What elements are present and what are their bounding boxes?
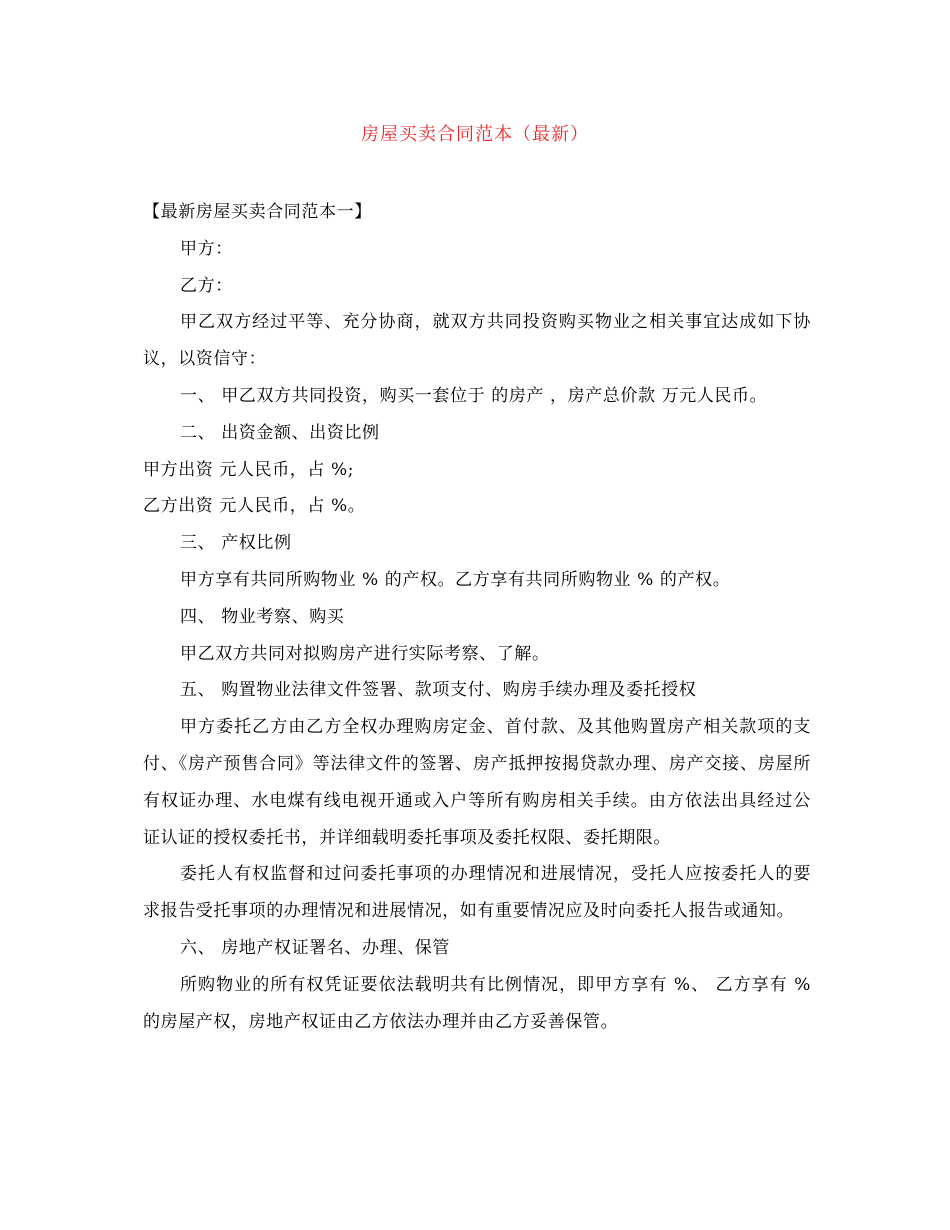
clause-6-text: 所购物业的所有权凭证要依法载明共有比例情况，即甲方享有 %、 乙方享有 % 的房屋产权，房地产权证由乙方依法办理并由乙方妥善保管。 [143, 974, 811, 1032]
section-heading: 【最新房屋买卖合同范本一】 [143, 202, 372, 222]
clause-5-paragraph-1: 甲方委托乙方由乙方全权办理购房定金、首付款、及其他购置房产相关款项的支付、《房产预售合同》等法律文件的签署、房产抵押按揭贷款办理、房产交接、房屋所有权证办理、水电煤有线电视开通或入户等所有购房相关手续。由方依法出具经过公证认证的授权委托书，并详细载明委托事项及委托权限、委托期限。 [143, 717, 811, 848]
intro-paragraph: 甲乙双方经过平等、充分协商，就双方共同投资购买物业之相关事宜达成如下协议，以资信守： [143, 312, 811, 370]
document-title: 房屋买卖合同范本（最新） [361, 124, 589, 145]
clause-5-paragraph-2: 委托人有权监督和过问委托事项的办理情况和进展情况，受托人应按委托人的要求报告受托事项的办理情况和进展情况，如有重要情况应及时向委托人报告或通知。 [143, 864, 811, 922]
clause-4-heading: 四、 物业考察、购买 [180, 606, 345, 627]
clause-3-heading: 三、 产权比例 [180, 533, 292, 554]
clause-5-heading: 五、 购置物业法律文件签署、款项支付、购房手续办理及委托授权 [180, 680, 697, 701]
clause-1: 一、 甲乙双方共同投资，购买一套位于 的房产 ，房产总价款 万元人民币。 [180, 385, 768, 406]
clause-6-heading: 六、 房地产权证署名、办理、保管 [180, 937, 451, 958]
document-body [143, 194, 811, 1040]
clause-2-party-a: 甲方出资 元人民币，占 %; [143, 459, 355, 480]
clause-4-text: 甲乙双方共同对拟购房产进行实际考察、了解。 [180, 643, 550, 664]
clause-2-party-b: 乙方出资 元人民币，占 %。 [143, 496, 366, 517]
party-b-line: 乙方： [180, 275, 233, 296]
clause-2-heading: 二、 出资金额、出资比例 [180, 422, 380, 443]
clause-3-text: 甲方享有共同所购物业 % 的产权。乙方享有共同所购物业 % 的产权。 [180, 569, 731, 590]
party-a-line: 甲方： [180, 238, 233, 259]
